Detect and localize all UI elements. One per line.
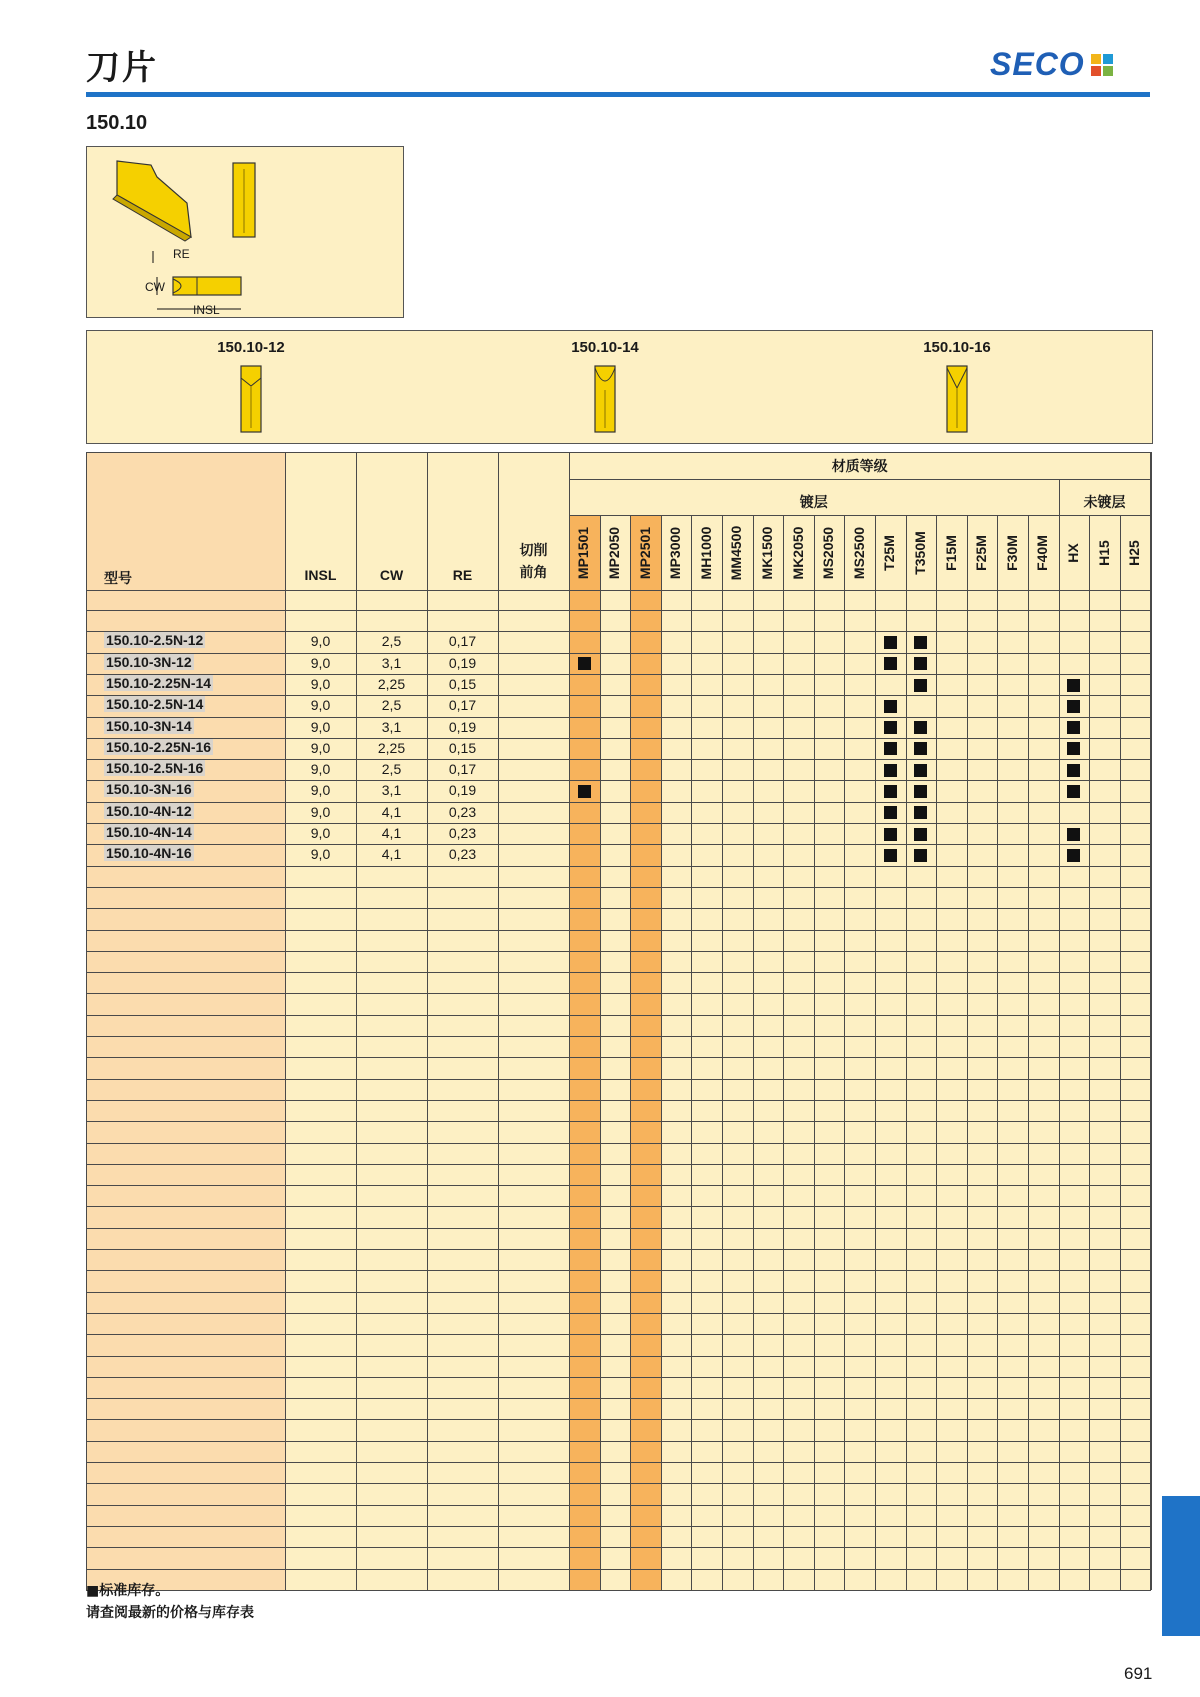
header-angle-1: 切削 <box>519 543 548 559</box>
stock-mark <box>1067 849 1080 862</box>
re-value: 0,17 <box>448 697 477 714</box>
stock-mark <box>914 828 927 841</box>
insl-label: INSL <box>193 303 220 317</box>
row-line <box>86 823 1150 824</box>
stock-mark <box>1067 721 1080 734</box>
row-line <box>86 1079 1150 1080</box>
stock-note: ■标准库存。 <box>86 1583 170 1599</box>
stock-mark <box>914 849 927 862</box>
row-line <box>86 887 1150 888</box>
grade-header-mk2050: MK2050 <box>789 526 806 579</box>
column-line <box>691 515 692 1590</box>
brand-squares-icon <box>1091 54 1113 76</box>
column-line <box>1059 515 1060 1590</box>
column-line <box>661 515 662 1590</box>
table-border-top <box>86 452 1150 453</box>
cw-value: 4,1 <box>381 803 402 820</box>
stock-mark <box>1067 828 1080 841</box>
grade-header-t25m: T25M <box>881 534 898 571</box>
insert-icon <box>238 364 264 434</box>
row-line <box>86 972 1150 973</box>
cw-value: 3,1 <box>381 718 402 735</box>
re-value: 0,17 <box>448 633 477 650</box>
row-line <box>86 1313 1150 1314</box>
column-line <box>722 515 723 1590</box>
header-cw: CW <box>379 567 404 583</box>
row-line <box>86 759 1150 760</box>
column-line <box>630 515 631 1590</box>
row-line <box>86 1334 1150 1335</box>
row-line <box>86 1185 1150 1186</box>
model-code: 150.10-2.5N-12 <box>106 632 204 649</box>
stock-mark <box>1067 785 1080 798</box>
stock-mark <box>884 764 897 777</box>
stock-mark <box>884 828 897 841</box>
stock-mark <box>914 721 927 734</box>
grade-header-f25m: F25M <box>973 534 990 571</box>
column-line <box>997 515 998 1590</box>
insl-value: 9,0 <box>310 761 331 778</box>
row-line <box>86 866 1150 867</box>
grade-header-ms2050: MS2050 <box>820 526 837 579</box>
row-line <box>86 1143 1150 1144</box>
column-line <box>753 515 754 1590</box>
section-code: 150.10 <box>86 112 148 134</box>
variant-label: 150.10-12 <box>217 339 285 356</box>
cw-value: 2,25 <box>377 739 406 756</box>
row-line <box>86 951 1150 952</box>
page-number: 691 <box>1124 1664 1153 1683</box>
stock-mark <box>884 636 897 649</box>
row-line <box>86 1547 1150 1548</box>
row-line <box>86 1015 1150 1016</box>
stock-mark <box>1067 764 1080 777</box>
stock-mark <box>914 636 927 649</box>
header-re: RE <box>452 567 473 583</box>
variant-12 <box>151 339 351 434</box>
stock-mark <box>884 700 897 713</box>
stock-mark <box>914 742 927 755</box>
column-line <box>1028 515 1029 1590</box>
row-line <box>86 1377 1150 1378</box>
header-line <box>86 590 1150 591</box>
grade-header-h25: H25 <box>1126 539 1143 566</box>
cw-value: 2,5 <box>381 761 402 778</box>
row-line <box>86 1036 1150 1037</box>
stock-mark <box>1067 742 1080 755</box>
row-line <box>86 717 1150 718</box>
stock-mark <box>914 785 927 798</box>
model-code: 150.10-3N-14 <box>106 717 192 734</box>
row-line <box>86 1206 1150 1207</box>
header-grade-group: 材质等级 <box>831 459 888 475</box>
row-line <box>86 610 1150 611</box>
brand-logo <box>990 46 1113 83</box>
stock-mark <box>884 785 897 798</box>
insl-value: 9,0 <box>310 675 331 692</box>
header-angle-2: 前角 <box>519 565 548 581</box>
row-line <box>86 930 1150 931</box>
column-line <box>844 515 845 1590</box>
stock-mark <box>1067 679 1080 692</box>
cw-value: 4,1 <box>381 825 402 841</box>
model-code: 150.10-2.25N-16 <box>106 738 212 755</box>
stock-mark <box>578 785 591 798</box>
re-value: 0,17 <box>448 761 477 778</box>
row-line <box>86 674 1150 675</box>
cw-value: 3,1 <box>381 782 402 799</box>
row-line <box>86 908 1150 909</box>
stock-mark <box>914 679 927 692</box>
model-code: 150.10-4N-12 <box>106 802 192 819</box>
stock-mark <box>884 657 897 670</box>
stock-mark <box>914 764 927 777</box>
insl-value: 9,0 <box>310 846 331 863</box>
grade-header-mp2501: MP2501 <box>636 526 653 579</box>
row-line <box>86 1505 1150 1506</box>
grade-header-mp1501: MP1501 <box>575 526 592 579</box>
row-line <box>86 1249 1150 1250</box>
re-value: 0,15 <box>448 739 477 756</box>
grade-header-mm4500: MM4500 <box>728 525 745 580</box>
header-model: 型号 <box>104 571 132 587</box>
row-line <box>86 1483 1150 1484</box>
header-coated: 镀层 <box>799 495 828 511</box>
highlight-column <box>630 515 661 1590</box>
insl-value: 9,0 <box>310 718 331 735</box>
grade-header-t350m: T350M <box>911 530 928 575</box>
row-line <box>86 1398 1150 1399</box>
row-line <box>86 1569 1150 1570</box>
grade-header-ms2500: MS2500 <box>850 526 867 579</box>
cw-value: 3,1 <box>381 654 402 671</box>
row-line <box>86 1462 1150 1463</box>
row-line <box>86 1270 1150 1271</box>
header-line <box>569 515 1150 516</box>
row-line <box>86 1121 1150 1122</box>
row-line <box>86 695 1150 696</box>
model-code: 150.10-4N-16 <box>106 845 192 862</box>
insert-icon <box>944 364 970 434</box>
variant-14 <box>505 339 705 434</box>
row-line <box>86 653 1150 654</box>
header-line <box>569 479 1150 480</box>
grade-header-f30m: F30M <box>1003 534 1020 571</box>
row-line <box>86 993 1150 994</box>
footnote <box>86 1580 254 1624</box>
grade-header-mp3000: MP3000 <box>667 526 684 579</box>
model-code: 150.10-2.25N-14 <box>106 674 212 691</box>
re-value: 0,23 <box>448 825 477 841</box>
insl-value: 9,0 <box>310 654 331 671</box>
table-border-right <box>1150 452 1151 1590</box>
model-code: 150.10-2.5N-14 <box>106 696 204 713</box>
header-rule <box>86 92 1150 97</box>
model-code: 150.10-3N-16 <box>106 781 192 798</box>
re-value: 0,19 <box>448 718 477 735</box>
row-line <box>86 1292 1150 1293</box>
grade-header-h15: H15 <box>1095 539 1112 566</box>
grade-header-mk1500: MK1500 <box>758 526 775 579</box>
row-line <box>86 1419 1150 1420</box>
insert-icon <box>592 364 618 434</box>
column-line <box>1120 515 1121 1590</box>
insl-value: 9,0 <box>310 782 331 799</box>
row-line <box>86 1100 1150 1101</box>
header-insl: INSL <box>304 567 337 583</box>
cw-label: CW <box>145 280 165 294</box>
row-line <box>86 631 1150 632</box>
row-line <box>86 738 1150 739</box>
column-line <box>875 515 876 1590</box>
insl-value: 9,0 <box>310 697 331 714</box>
column-line <box>783 515 784 1590</box>
model-code: 150.10-2.5N-16 <box>106 760 204 777</box>
grade-header-f40m: F40M <box>1034 534 1051 571</box>
column-line <box>1089 515 1090 1590</box>
header-uncoated: 未镀层 <box>1083 495 1126 511</box>
stock-mark <box>914 806 927 819</box>
row-line <box>86 1057 1150 1058</box>
cw-value: 2,5 <box>381 633 402 650</box>
stock-mark <box>578 657 591 670</box>
re-value: 0,15 <box>448 675 477 692</box>
variants-panel <box>86 330 1153 444</box>
grade-header-hx: HX <box>1064 542 1081 563</box>
row-line <box>86 844 1150 845</box>
insl-value: 9,0 <box>310 803 331 820</box>
highlight-column <box>569 515 600 1590</box>
insert-diagram <box>86 146 404 318</box>
price-note: 请查阅最新的价格与库存表 <box>86 1605 254 1621</box>
grade-header-f15m: F15M <box>942 534 959 571</box>
column-line <box>936 515 937 1590</box>
row-line <box>86 780 1150 781</box>
grade-header-mh1000: MH1000 <box>697 526 714 579</box>
variant-label: 150.10-14 <box>571 339 639 356</box>
row-line <box>86 1228 1150 1229</box>
re-value: 0,23 <box>448 846 477 863</box>
insl-value: 9,0 <box>310 739 331 756</box>
re-label: RE <box>173 247 190 261</box>
insert-illustration <box>87 147 403 317</box>
side-tab <box>1162 1496 1200 1636</box>
row-line <box>86 802 1150 803</box>
stock-mark <box>884 721 897 734</box>
model-code: 150.10-4N-14 <box>106 824 192 840</box>
cw-value: 2,5 <box>381 697 402 714</box>
variant-label: 150.10-16 <box>923 339 991 356</box>
stock-mark <box>884 849 897 862</box>
re-value: 0,23 <box>448 803 477 820</box>
row-line <box>86 1441 1150 1442</box>
column-line <box>906 515 907 1590</box>
variant-16 <box>857 339 1057 434</box>
column-line <box>600 515 601 1590</box>
stock-mark <box>884 742 897 755</box>
cw-value: 4,1 <box>381 846 402 863</box>
brand-name: SECO <box>990 46 1085 82</box>
cw-value: 2,25 <box>377 675 406 692</box>
stock-mark <box>884 806 897 819</box>
page-title: 刀片 <box>86 48 158 88</box>
row-line <box>86 1164 1150 1165</box>
column-line <box>814 515 815 1590</box>
re-value: 0,19 <box>448 654 477 671</box>
column-line <box>967 515 968 1590</box>
insl-value: 9,0 <box>310 633 331 650</box>
stock-mark <box>914 657 927 670</box>
re-value: 0,19 <box>448 782 477 799</box>
grade-header-mp2050: MP2050 <box>605 526 622 579</box>
stock-mark <box>1067 700 1080 713</box>
row-line <box>86 1356 1150 1357</box>
model-code: 150.10-3N-12 <box>106 653 192 670</box>
insl-value: 9,0 <box>310 825 331 841</box>
row-line <box>86 1526 1150 1527</box>
